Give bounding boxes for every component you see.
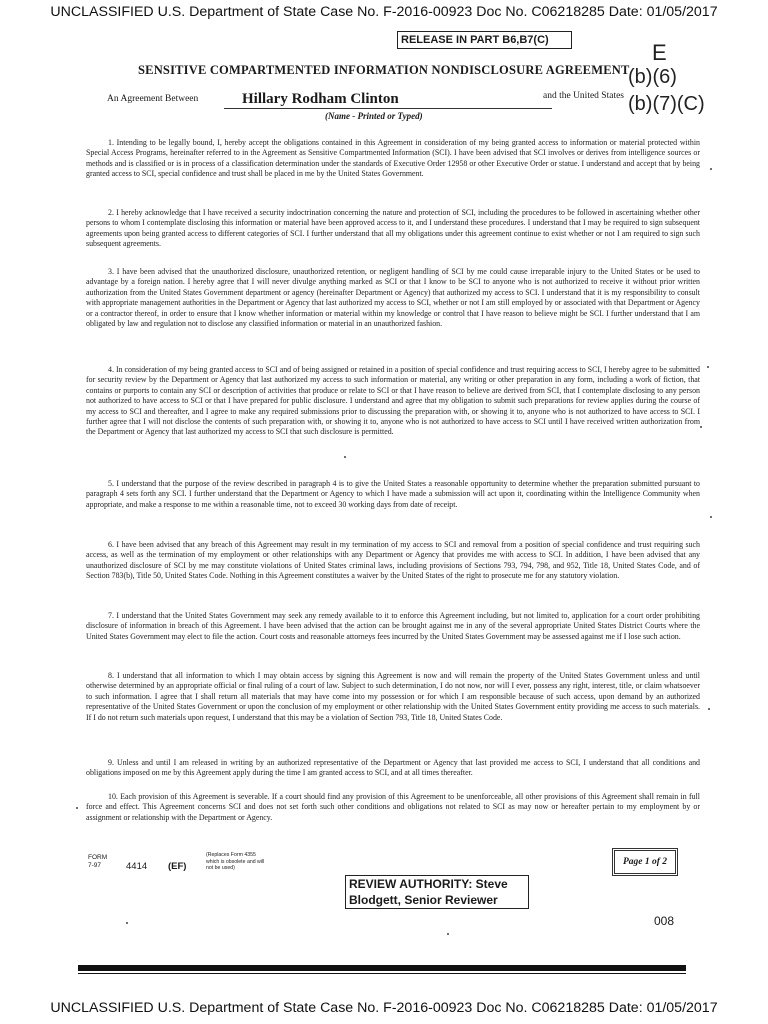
- document-title: SENSITIVE COMPARTMENTED INFORMATION NONDISCLOSURE AGREEMENT: [138, 63, 630, 77]
- classification-footer: UNCLASSIFIED U.S. Department of State Case No. F-2016-00923 Doc No. C06218285 Date: 01/05/2017: [50, 1000, 718, 1016]
- release-stamp: RELEASE IN PART B6,B7(C): [397, 31, 572, 49]
- paragraph-4: 4. In consideration of my being granted access to SCI and of being assigned or retained in a position of special confidence and trust requiring access to SCI, I hereby agree to be submitted for security review by the Department or Agency that last authorized my access to such information or material, any writing or other preparation in any form, including a work of fiction, that contains or purports to contain any SCI or description of activities that produce or relate to SCI or that I have reason to believe are derived from SCI, that I contemplate disclosing to any person not authorized to have access to SCI or that I have prepared for public disclosure. I understand and agree that my obligation to submit such preparations for review applies during the course of my access to SCI and thereafter, and I agree to make any required submissions prior to discussing the preparation with, or showing it to, anyone who is not authorized to have access to SCI. I further agree that I will not disclose the contents of such preparation with, or showing it to, anyone who is not authorized to have access to SCI until I have received written authorization from the Department or Agency that last authorized my access to SCI that such disclosure is permitted.: [86, 365, 700, 437]
- page-indicator: Page 1 of 2: [614, 850, 676, 874]
- form-identifier: [88, 852, 318, 882]
- scan-speck: [708, 708, 710, 710]
- exemption-mark-b6: (b)(6): [628, 66, 677, 88]
- form-replaces-note: (Replaces Form 4355 which is obsolete and will not be used): [206, 852, 265, 871]
- exemption-mark-b7c: (b)(7)(C): [628, 93, 705, 115]
- exemption-mark-e: E: [652, 40, 667, 65]
- scan-speck: [707, 366, 709, 368]
- footer-rule-thin: [78, 973, 686, 974]
- footer-rule-thick: [78, 965, 686, 971]
- scan-speck: [126, 922, 128, 924]
- form-number: 4414: [126, 861, 148, 872]
- page-code: 008: [654, 914, 675, 928]
- counterparty-label: and the United States: [543, 91, 624, 101]
- scan-speck: [344, 456, 346, 458]
- scan-speck: [710, 516, 712, 518]
- agreement-between-label: An Agreement Between: [107, 94, 199, 104]
- name-caption: (Name - Printed or Typed): [325, 111, 423, 121]
- paragraph-10: 10. Each provision of this Agreement is severable. If a court should find any provision of this Agreement to be unenforceable, all other provisions of this Agreement shall remain in full force and effect. This Agreement concerns SCI and does not set forth such other conditions and obligations not related to SCI as may now or hereafter pertain to my employment by or assignment or relationship with the Department or Agency.: [86, 792, 700, 822]
- signer-name: Hillary Rodham Clinton: [224, 90, 552, 109]
- scan-speck: [700, 426, 702, 428]
- review-authority-stamp: REVIEW AUTHORITY: Steve Blodgett, Senior Reviewer: [345, 875, 529, 909]
- form-label: FORM 7-97: [88, 854, 108, 869]
- scan-speck: [710, 168, 712, 170]
- paragraph-6: 6. I have been advised that any breach of this Agreement may result in my termination of my access to SCI and removal from a position of special confidence and trust requiring such access, as well as the termination of my employment or other relationships with any Department or Agency that provides me with access to SCI. In addition, I have been advised that any unauthorized disclosure of SCI by me may constitute violations of United States criminal laws, including provisions of Sections 793, 794, 798, and 952, Title 18, United States Code, and of Section 783(b), Title 50, United States Code. Nothing in this Agreement constitutes a waiver by the United States of the right to prosecute me for any statutory violation.: [86, 540, 700, 581]
- form-ef: (EF): [168, 861, 187, 872]
- paragraph-7: 7. I understand that the United States Government may seek any remedy available to it to enforce this Agreement including, but not limited to, application for a court order prohibiting disclosure of information in breach of this Agreement. I have been advised that the action can be brought against me in any of the several appropriate United States District Courts where the United States Government may elect to file the action. Court costs and reasonable attorneys fees incurred by the United States Government may be assessed against me if I lose such action.: [86, 611, 700, 641]
- paragraph-9: 9. Unless and until I am released in writing by an authorized representative of the Department or Agency that last provided me access to SCI, I understand that all conditions and obligations imposed on me by this Agreement apply during the time I am granted access to SCI, and at all times thereafter.: [86, 758, 700, 778]
- paragraph-2: 2. I hereby acknowledge that I have received a security indoctrination concerning the nature and protection of SCI, including the procedures to be followed in ascertaining whether other persons to whom I contemplate disclosing this information or material have been approved access to it, and I understand these procedures. I understand that I may be required to sign subsequent agreements upon being granted access to different categories of SCI. I further understand that all my obligations under this agreement continue to exist whether or not I am required to sign such subsequent agreements.: [86, 208, 700, 249]
- paragraph-5: 5. I understand that the purpose of the review described in paragraph 4 is to give the United States a reasonable opportunity to determine whether the preparation submitted pursuant to paragraph 4 sets forth any SCI. I further understand that the Department or Agency to which I have made a submission will act upon it, coordinating within the Intelligence Community when appropriate, and make a response to me within a reasonable time, not to exceed 30 working days from date of receipt.: [86, 479, 700, 509]
- scan-speck: [447, 933, 449, 935]
- classification-header: UNCLASSIFIED U.S. Department of State Case No. F-2016-00923 Doc No. C06218285 Date: 01/05/2017: [50, 4, 718, 20]
- paragraph-1: 1. Intending to be legally bound, I, hereby accept the obligations contained in this Agreement in consideration of my being granted access to information or material protected within Special Access Programs, hereinafter referred to in the Agreement as Sensitive Compartmented Information (SCI). I have been advised that SCI involves or derives from intelligence sources or methods and is classified or is in process of a classification determination under the standards of Executive Order 12958 or other Executive Order or statue. I understand and accept that by being granted access to SCI, special confidence and trust shall be placed in me by the United States Government.: [86, 138, 700, 179]
- scan-speck: [76, 807, 78, 809]
- paragraph-3: 3. I have been advised that the unauthorized disclosure, unauthorized retention, or negligent handling of SCI by me could cause irreparable injury to the United States or be used to advantage by a foreign nation. I hereby agree that I will never divulge anything marked as SCI or that I know to be SCI to anyone who is not authorized to receive it without prior written authorization from the United States Government department or agency (hereinafter Department or Agency) that authorized my access to SCI. I understand that it is my responsibility to consult with appropriate management authorities in the Department or Agency that last authorized my access to SCI, whether or not I am still employed by or associated with that Department or Agency or a contractor thereof, in order to ensure that I know whether information or material within my knowledge or control that I have reason to believe might be SCI. I further understand that I am obligated by law and regulation not to disclose any classified information or material in an unauthorized fashion.: [86, 267, 700, 329]
- paragraph-8: 8. I understand that all information to which I may obtain access by signing this Agreement is now and will remain the property of the United States Government unless and until otherwise determined by an appropriate official or final ruling of a court of law. Subject to such determination, I do not now, nor will I ever, possess any right, interest, title, or claim whatsoever to such information. I agree that I shall return all materials that may have come into my possession or for which I am responsible because of such access, upon demand by an authorized representative of the United States Government or upon the conclusion of my employment or other relationship with the United States Government entity providing me access to such materials. If I do not return such materials upon request, I understand that this may be a violation of Section 793, Title 18, United States Code.: [86, 671, 700, 722]
